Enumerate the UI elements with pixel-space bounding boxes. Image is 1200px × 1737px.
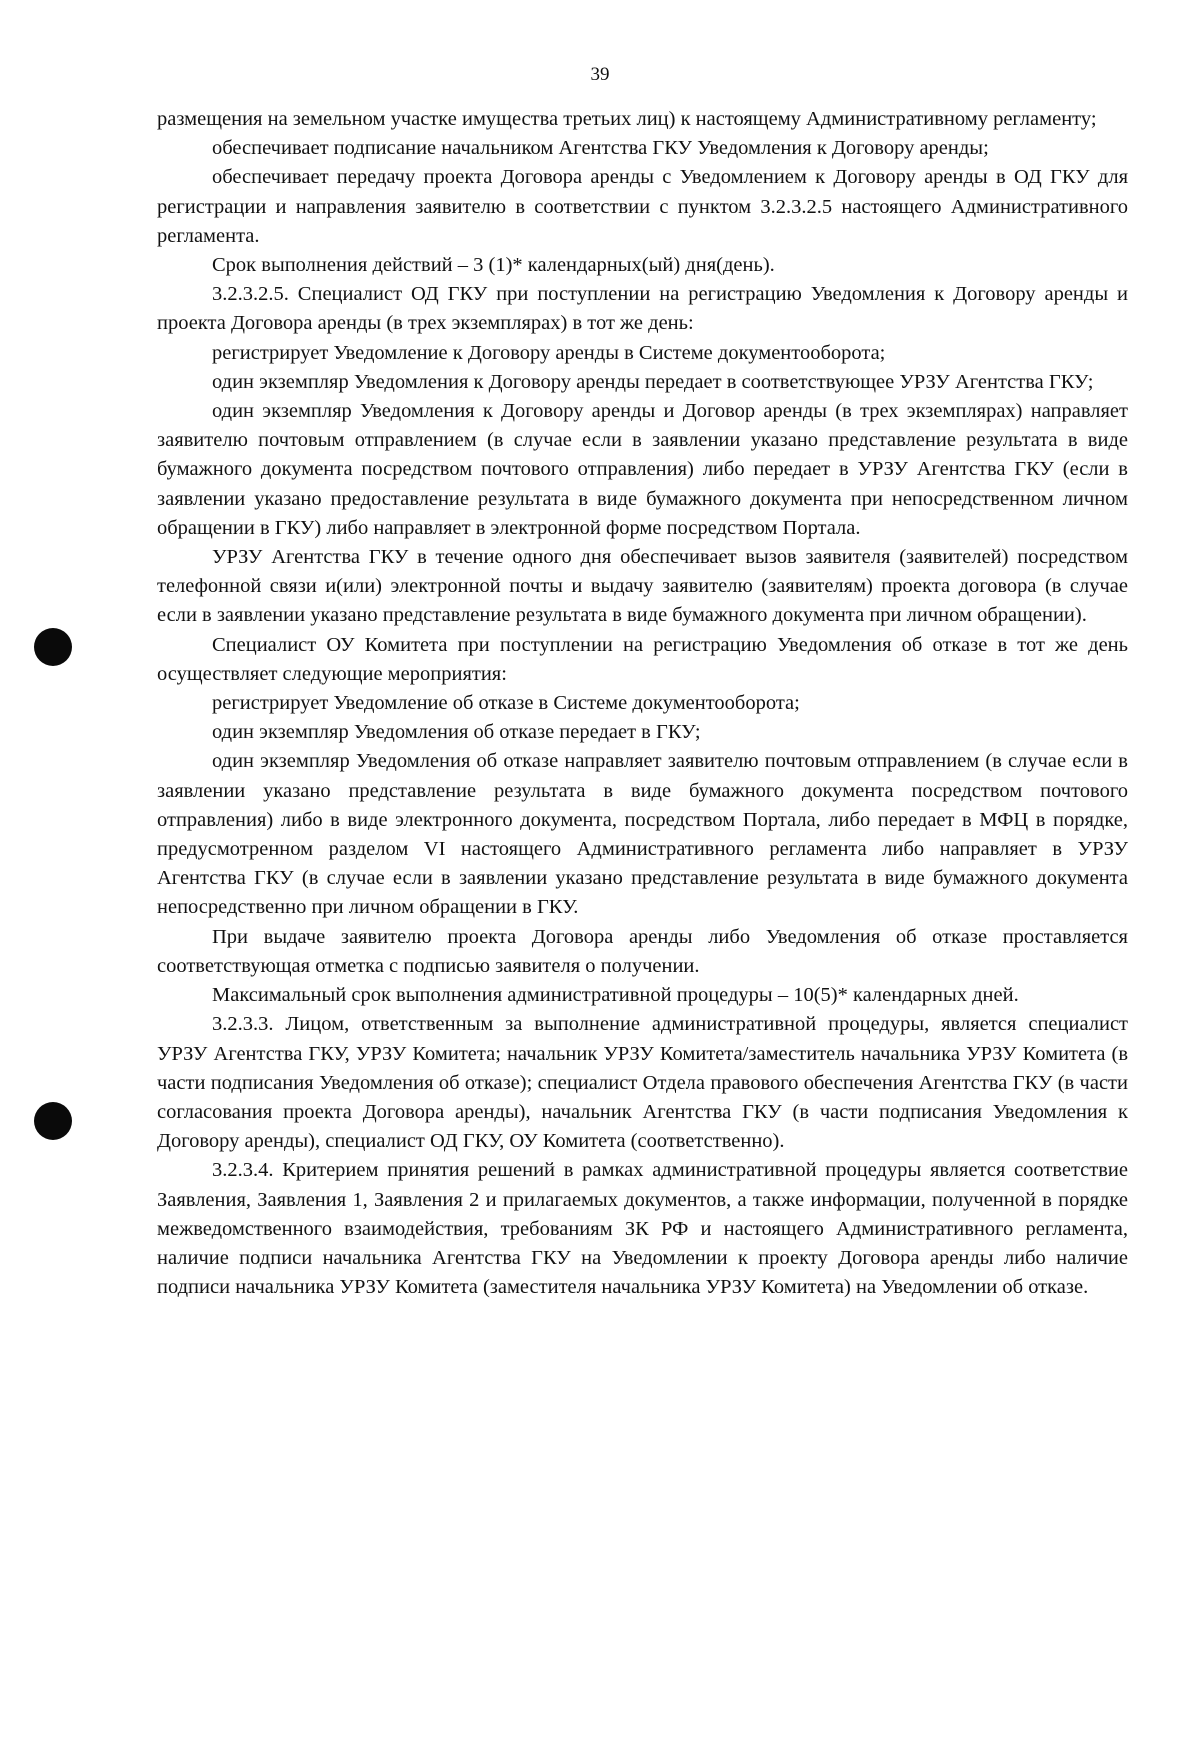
- paragraph: один экземпляр Уведомления об отказе направляет заявителю почтовым отправлением (в случае если в заявлении указано представление результата в виде бумажного документа посредством почтового отправления) либо в виде электронного документа, посредством Портала, либо передает в МФЦ в порядке, предусмотренном разделом VI настоящего Административного регламента либо направляет в УРЗУ Агентства ГКУ (в случае если в заявлении указано представление результата в виде бумажного документа непосредственно при личном обращении в ГКУ.: [157, 750, 1128, 919]
- paragraph: 3.2.3.3. Лицом, ответственным за выполнение административной процедуры, является специалист УРЗУ Агентства ГКУ, УРЗУ Комитета; начальник УРЗУ Комитета/заместитель начальника УРЗУ Комитета (в части подписания Уведомления об отказе); специалист Отдела правового обеспечения Агентства ГКУ (в части согласования проекта Договора аренды), начальник Агентства ГКУ (в части подписания Уведомления к Договору аренды), специалист ОД ГКУ, ОУ Комитета (соответственно).: [157, 1013, 1128, 1153]
- page-number: 39: [590, 64, 610, 85]
- paragraph: УРЗУ Агентства ГКУ в течение одного дня обеспечивает вызов заявителя (заявителей) посредством телефонной связи и(или) электронной почты и выдачу заявителю (заявителям) проекта договора (в случае если в заявлении указано представление результата в виде бумажного документа при личном обращении).: [157, 546, 1128, 627]
- paragraph: обеспечивает передачу проекта Договора аренды с Уведомлением к Договору аренды в ОД ГКУ для регистрации и направления заявителю в соответствии с пунктом 3.2.3.2.5 настоящего Административного регламента.: [157, 166, 1128, 247]
- paragraph: Срок выполнения действий – 3 (1)* календарных(ый) дня(день).: [212, 254, 775, 277]
- paragraph: один экземпляр Уведомления к Договору аренды и Договор аренды (в трех экземплярах) направляет заявителю почтовым отправлением (в случае если в заявлении указано представление результата в виде бумажного документа посредством почтового отправления) либо передает в УРЗУ Агентства ГКУ (если в заявлении указано предоставление результата в виде бумажного документа при непосредственном личном обращении в ГКУ) либо направляет в электронной форме посредством Портала.: [157, 400, 1128, 539]
- paragraph: один экземпляр Уведомления об отказе передает в ГКУ;: [212, 721, 701, 744]
- punch-hole-mark: [34, 628, 72, 666]
- paragraph: 3.2.3.2.5. Специалист ОД ГКУ при поступлении на регистрацию Уведомления к Договору аренды и проекта Договора аренды (в трех экземплярах) в тот же день:: [157, 283, 1128, 335]
- paragraph: регистрирует Уведомление об отказе в Системе документооборота;: [212, 692, 800, 715]
- document-body: [157, 105, 1128, 1302]
- paragraph: Максимальный срок выполнения административной процедуры – 10(5)* календарных дней.: [212, 984, 1019, 1007]
- paragraph: размещения на земельном участке имущества третьих лиц) к настоящему Административному регламенту;: [157, 108, 1097, 130]
- paragraph: обеспечивает подписание начальником Агентства ГКУ Уведомления к Договору аренды;: [212, 137, 989, 160]
- paragraph: При выдаче заявителю проекта Договора аренды либо Уведомления об отказе проставляется соответствующая отметка с подписью заявителя о получении.: [157, 925, 1128, 977]
- paragraph: один экземпляр Уведомления к Договору аренды передает в соответствующее УРЗУ Агентства ГКУ;: [212, 370, 1094, 393]
- paragraph: 3.2.3.4. Критерием принятия решений в рамках административной процедуры является соответствие Заявления, Заявления 1, Заявления 2 и прилагаемых документов, а также информации, полученной в порядке межведомственного взаимодействия, требованиям ЗК РФ и настоящего Административного регламента, наличие подписи начальника Агентства ГКУ на Уведомлении к проекту Договора аренды либо наличие подписи начальника УРЗУ Комитета (заместителя начальника УРЗУ Комитета) на Уведомлении об отказе.: [157, 1159, 1128, 1299]
- paragraph: Специалист ОУ Комитета при поступлении на регистрацию Уведомления об отказе в тот же день осуществляет следующие мероприятия:: [157, 633, 1128, 685]
- punch-hole-mark: [34, 1102, 72, 1140]
- paragraph: регистрирует Уведомление к Договору аренды в Системе документооборота;: [212, 341, 886, 364]
